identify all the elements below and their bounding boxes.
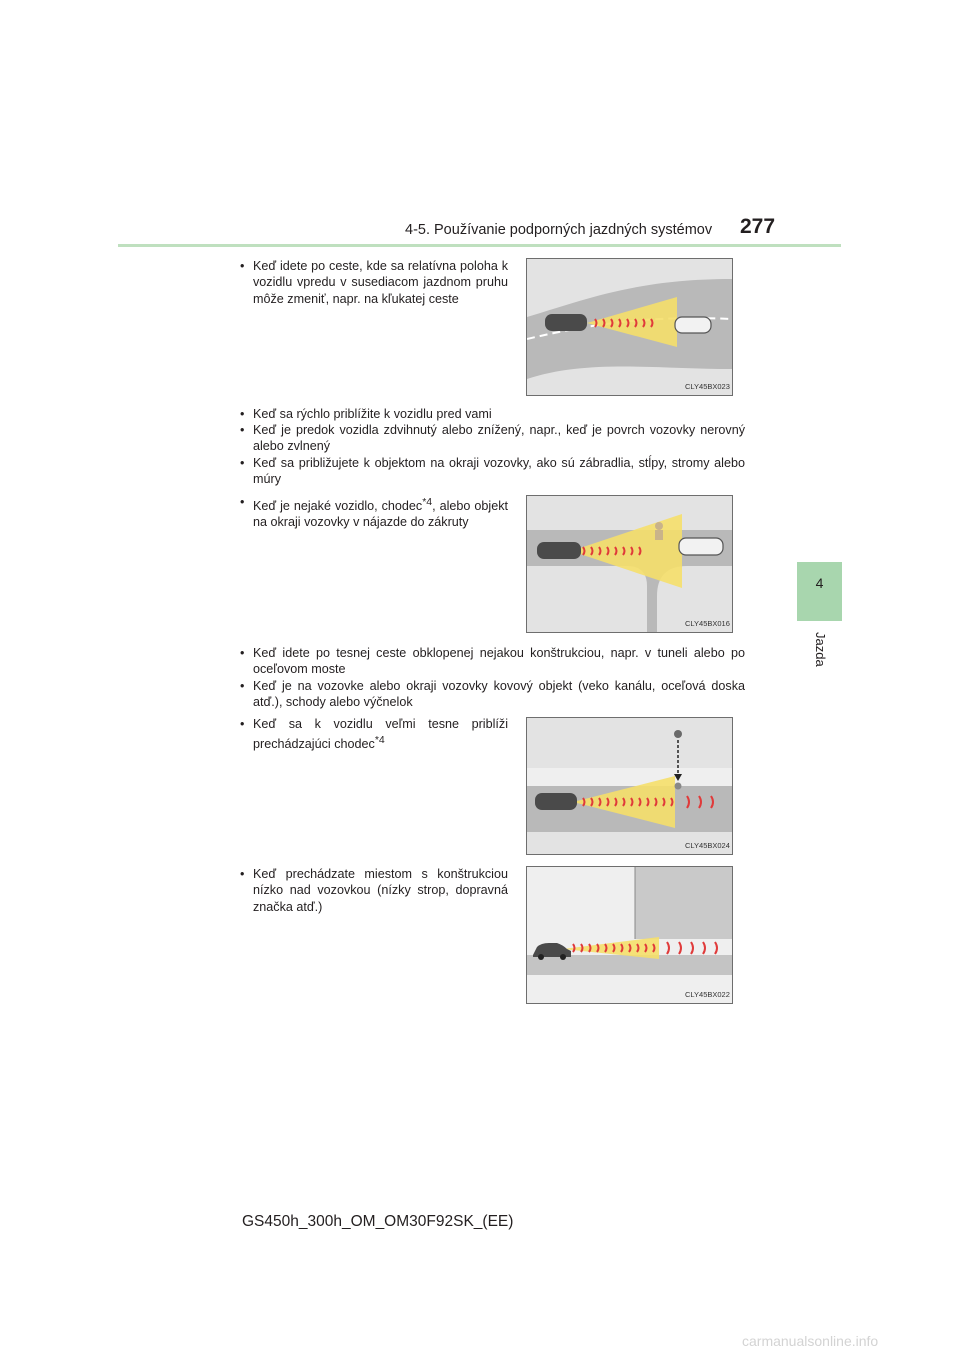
list-item <box>240 494 508 531</box>
bullet-marker: • <box>240 717 245 731</box>
figure-curved-road <box>526 258 733 396</box>
figure-crossing-pedestrian <box>526 717 733 855</box>
figure-low-structure <box>526 866 733 1004</box>
list-item <box>240 678 745 711</box>
bullet-marker: • <box>240 259 245 273</box>
list-item-text: Keď je na vozovke alebo okraji vozovky kovový objekt (veko kanálu, oceľová doska atď.), schody alebo výčnelok <box>253 679 745 710</box>
figure-code: CLY45BX024 <box>685 841 730 850</box>
figure-code: CLY45BX016 <box>685 619 730 628</box>
chapter-tab <box>797 562 842 621</box>
list-item-text-part: Keď je nejaké vozidlo, chodec <box>253 499 423 514</box>
bullet-marker: • <box>240 867 245 881</box>
document-footer-code: GS450h_300h_OM_OM30F92SK_(EE) <box>242 1213 514 1230</box>
chapter-label: Jazda <box>813 632 828 667</box>
list-item-text-part: , alebo objekt na okraji vozovky v nájazde do zákruty <box>253 499 508 530</box>
list-item <box>240 422 745 455</box>
bullet-marker: • <box>240 679 245 693</box>
chapter-label-wrap <box>800 632 840 672</box>
page-section-title: 4-5. Používanie podporných jazdných systémov <box>405 222 713 238</box>
footnote-ref: *4 <box>374 734 385 747</box>
list-item <box>240 455 745 488</box>
list-item <box>240 716 508 753</box>
watermark-text: carmanualsonline.info <box>742 1333 879 1349</box>
list-item-text: Keď sa rýchlo priblížite k vozidlu pred vami <box>253 407 492 421</box>
bullet-marker: • <box>240 495 245 509</box>
footnote-ref: *4 <box>422 496 433 508</box>
bullet-marker: • <box>240 407 245 421</box>
list-item-text: Keď idete po ceste, kde sa relatívna poloha k vozidlu vpredu v susediacom jazdnom pruhu môže zmeniť, napr. na kľukatej ceste <box>253 259 508 306</box>
list-item <box>240 258 508 307</box>
figure-code: CLY45BX022 <box>685 990 730 999</box>
bullet-marker: • <box>240 456 245 470</box>
list-item-text <box>240 716 508 753</box>
list-item-text: Keď je predok vozidla zdvihnutý alebo znížený, napr., keď je povrch vozovky nerovný alebo zvlnený <box>253 423 745 454</box>
list-item <box>240 645 745 678</box>
page-number: 277 <box>740 215 776 238</box>
list-item-text <box>240 494 508 531</box>
list-item-text: Keď idete po tesnej ceste obklopenej nejakou konštrukciou, napr. v tuneli alebo po oceľovom moste <box>253 646 745 677</box>
bullet-marker: • <box>240 423 245 437</box>
list-item-text-part: Keď sa k vozidlu veľmi tesne priblíži prechádzajúci chodec <box>253 717 508 752</box>
list-item-text: Keď prechádzate miestom s konštrukciou nízko nad vozovkou (nízky strop, dopravná značka atď.) <box>253 867 508 914</box>
list-item <box>240 406 745 422</box>
figure-code: CLY45BX023 <box>685 382 730 391</box>
header-divider <box>118 244 841 247</box>
list-item-text: Keď sa približujete k objektom na okraji vozovky, ako sú zábradlia, stĺpy, stromy alebo múry <box>253 456 745 487</box>
bullet-marker: • <box>240 646 245 660</box>
list-item <box>240 866 508 915</box>
chapter-number: 4 <box>815 575 824 591</box>
figure-curve-entry <box>526 495 733 633</box>
